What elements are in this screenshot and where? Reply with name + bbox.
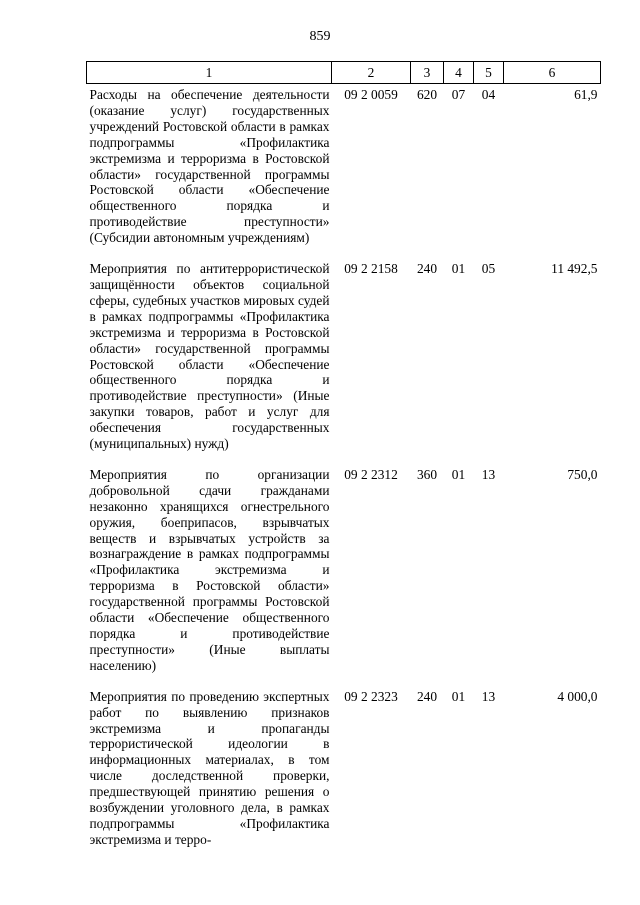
table-row [87,258,601,464]
table-row [87,686,601,860]
row-subsection: 13 [481,466,496,482]
row-section: 07 [451,87,466,102]
row-section: 01 [451,261,466,277]
row-sum: 4 000,0 [557,688,598,704]
table-row [87,84,601,259]
row-sum: 750,0 [567,466,598,482]
column-header-sum: 6 [504,62,601,84]
row-name: Мероприятия по проведению экспертных работ по выявлению признаков экстремизма и пропаганды террористической идеологии в информационных материалах, в том числе доследственной проверки, предшествующей принятию решения о возбуждении уголовного дела, в рамках подпрограммы «Профилактика экстремизма и терро- [89,688,330,847]
row-code: 09 2 2323 [344,688,398,704]
row-name: Расходы на обеспечение деятельности (оказание услуг) государственных учреждений Ростовской области в рамках подпрограммы «Профилактика экстремизма и терроризма в Ростовской области» государственной программы Ростовской области «Обеспечение общественного порядка и противодействие преступности» (Субсидии автономным учреждениям) [89,87,330,246]
header-row [87,62,601,84]
budget-table [86,61,601,860]
row-section: 01 [451,466,466,482]
row-code: 09 2 2158 [344,261,398,277]
table-row [87,464,601,686]
row-subsection: 04 [481,87,496,102]
row-subsection: 13 [481,688,496,704]
row-name: Мероприятия по организации добровольной сдачи гражданами незаконно хранящихся огнестрельного оружия, боеприпасов, взрывчатых веществ и взрывчатых устройств за вознаграждение в рамках подпрограммы «Профилактика экстремизма и терроризма в Ростовской области» государственной программы Ростовской области «Обеспечение общественного порядка и противодействие преступности» (Иные выплаты населению) [89,466,330,673]
row-expense-type: 240 [416,688,438,704]
row-expense-type: 240 [416,261,438,277]
column-header-vr: 3 [411,62,444,84]
row-code: 09 2 0059 [344,87,398,102]
row-section: 01 [451,688,466,704]
row-name: Мероприятия по антитеррористической защищённости объектов социальной сферы, судебных участков мировых судей в рамках подпрограммы «Профилактика экстремизма и терроризма в Ростовской области» государственной программы Ростовской области «Обеспечение общественного порядка и противодействие преступности» (Иные закупки товаров, работ и услуг для обеспечения государственных (муниципальных) нужд) [89,261,330,452]
row-subsection: 05 [481,261,496,277]
page-number: 859 [309,29,331,44]
row-code: 09 2 2312 [344,466,398,482]
row-sum: 61,9 [574,87,598,102]
row-expense-type: 620 [416,87,438,102]
column-header-code: 2 [332,62,411,84]
row-sum: 11 492,5 [551,261,598,277]
row-expense-type: 360 [416,466,438,482]
column-header-pr: 5 [474,62,504,84]
column-header-name: 1 [87,62,332,84]
column-header-rz: 4 [444,62,474,84]
